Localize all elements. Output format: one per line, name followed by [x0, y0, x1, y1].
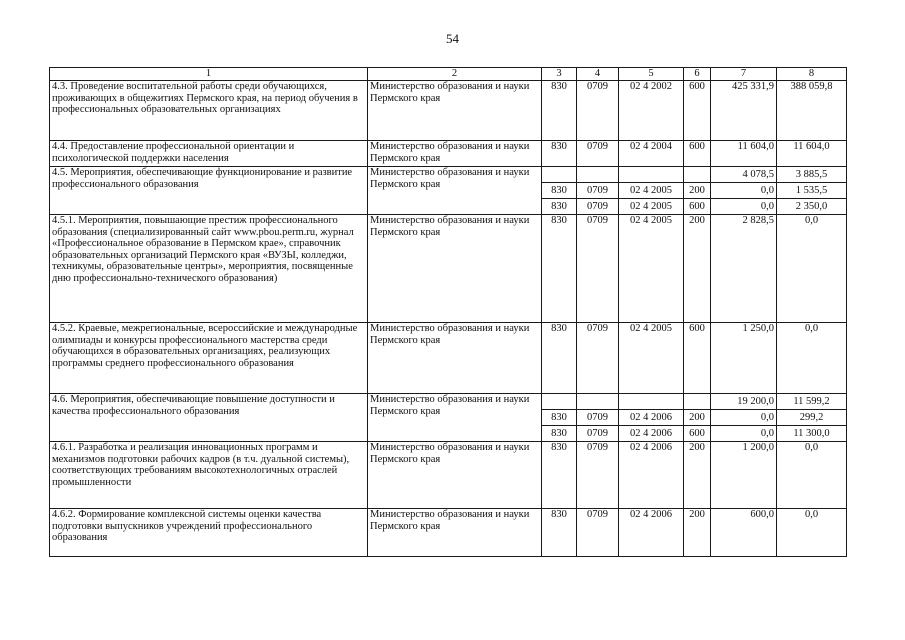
target-article-code: 02 4 2005: [619, 199, 684, 215]
expense-type-code: 200: [684, 215, 711, 323]
section-code: 0709: [577, 323, 619, 394]
section-code: [577, 167, 619, 183]
amount-col8: 0,0: [777, 323, 847, 394]
ministry-code: [542, 394, 577, 410]
responsible-ministry: Министерство образования и науки Пермского края: [368, 215, 542, 323]
ministry-code: 830: [542, 509, 577, 557]
target-article-code: 02 4 2005: [619, 323, 684, 394]
budget-table: [49, 67, 847, 557]
ministry-code: 830: [542, 426, 577, 442]
activity-name: 4.6.2. Формирование комплексной системы оценки качества подготовки выпускников учреждений профессионального образования: [50, 509, 368, 557]
ministry-code: 830: [542, 199, 577, 215]
amount-col7: 425 331,9: [711, 81, 777, 141]
column-number: 5: [619, 68, 684, 81]
section-code: 0709: [577, 509, 619, 557]
section-code: 0709: [577, 442, 619, 509]
amount-col7: 0,0: [711, 199, 777, 215]
section-code: 0709: [577, 426, 619, 442]
amount-col7: 11 604,0: [711, 141, 777, 167]
activity-name: 4.5.2. Краевые, межрегиональные, всероссийские и международные олимпиады и конкурсы профессионального мастерства среди обучающихся в образовательных организациях, реализующих программы среднего профессионального образования: [50, 323, 368, 394]
activity-name: 4.4. Предоставление профессиональной ориентации и психологической поддержки населения: [50, 141, 368, 167]
table-row: [50, 509, 847, 557]
expense-type-code: 600: [684, 323, 711, 394]
amount-col7: 0,0: [711, 410, 777, 426]
table-row: [50, 167, 847, 183]
target-article-code: 02 4 2005: [619, 215, 684, 323]
ministry-code: 830: [542, 323, 577, 394]
ministry-code: 830: [542, 141, 577, 167]
expense-type-code: 600: [684, 199, 711, 215]
amount-col7: 2 828,5: [711, 215, 777, 323]
amount-col7: 0,0: [711, 426, 777, 442]
amount-col8: 2 350,0: [777, 199, 847, 215]
amount-col7: 19 200,0: [711, 394, 777, 410]
expense-type-code: 200: [684, 183, 711, 199]
amount-col8: 11 604,0: [777, 141, 847, 167]
responsible-ministry: Министерство образования и науки Пермского края: [368, 442, 542, 509]
column-number: 7: [711, 68, 777, 81]
column-number: 4: [577, 68, 619, 81]
section-code: 0709: [577, 410, 619, 426]
amount-col8: 0,0: [777, 509, 847, 557]
page-number: 54: [446, 31, 459, 46]
section-code: 0709: [577, 215, 619, 323]
section-code: 0709: [577, 183, 619, 199]
table-row: [50, 323, 847, 394]
target-article-code: 02 4 2006: [619, 410, 684, 426]
column-number: 8: [777, 68, 847, 81]
responsible-ministry: Министерство образования и науки Пермского края: [368, 394, 542, 442]
expense-type-code: 200: [684, 410, 711, 426]
expense-type-code: [684, 167, 711, 183]
activity-name: 4.6. Мероприятия, обеспечивающие повышение доступности и качества профессионального образования: [50, 394, 368, 442]
ministry-code: 830: [542, 215, 577, 323]
expense-type-code: [684, 394, 711, 410]
target-article-code: 02 4 2005: [619, 183, 684, 199]
activity-name: 4.3. Проведение воспитательной работы среди обучающихся, проживающих в общежитиях Пермского края, на период обучения в профессиональных образовательных организациях: [50, 81, 368, 141]
activity-name: 4.5. Мероприятия, обеспечивающие функционирование и развитие профессионального образования: [50, 167, 368, 215]
target-article-code: 02 4 2006: [619, 426, 684, 442]
column-number: 2: [368, 68, 542, 81]
table-row: [50, 141, 847, 167]
column-number-row: [50, 68, 847, 81]
responsible-ministry: Министерство образования и науки Пермского края: [368, 509, 542, 557]
amount-col8: 11 599,2: [777, 394, 847, 410]
responsible-ministry: Министерство образования и науки Пермского края: [368, 167, 542, 215]
table-row: [50, 81, 847, 141]
column-number: 3: [542, 68, 577, 81]
responsible-ministry: Министерство образования и науки Пермского края: [368, 141, 542, 167]
amount-col8: 11 300,0: [777, 426, 847, 442]
amount-col8: 0,0: [777, 215, 847, 323]
ministry-code: 830: [542, 81, 577, 141]
amount-col8: 3 885,5: [777, 167, 847, 183]
amount-col8: 1 535,5: [777, 183, 847, 199]
amount-col8: 388 059,8: [777, 81, 847, 141]
table-row: [50, 394, 847, 410]
amount-col7: 1 200,0: [711, 442, 777, 509]
amount-col7: 600,0: [711, 509, 777, 557]
activity-name: 4.6.1. Разработка и реализация инновационных программ и механизмов подготовки рабочих кадров (в т.ч. дуальной системы), соответствующих требованиям высокотехнологичных отраслей промышленности: [50, 442, 368, 509]
target-article-code: [619, 394, 684, 410]
expense-type-code: 200: [684, 509, 711, 557]
column-number: 6: [684, 68, 711, 81]
section-code: 0709: [577, 81, 619, 141]
expense-type-code: 600: [684, 141, 711, 167]
table-row: [50, 442, 847, 509]
amount-col7: 0,0: [711, 183, 777, 199]
table-row: [50, 215, 847, 323]
section-code: 0709: [577, 199, 619, 215]
expense-type-code: 600: [684, 81, 711, 141]
section-code: [577, 394, 619, 410]
target-article-code: 02 4 2002: [619, 81, 684, 141]
amount-col7: 4 078,5: [711, 167, 777, 183]
expense-type-code: 200: [684, 442, 711, 509]
ministry-code: 830: [542, 410, 577, 426]
amount-col7: 1 250,0: [711, 323, 777, 394]
ministry-code: 830: [542, 183, 577, 199]
responsible-ministry: Министерство образования и науки Пермского края: [368, 81, 542, 141]
section-code: 0709: [577, 141, 619, 167]
ministry-code: 830: [542, 442, 577, 509]
target-article-code: [619, 167, 684, 183]
responsible-ministry: Министерство образования и науки Пермского края: [368, 323, 542, 394]
activity-name: 4.5.1. Мероприятия, повышающие престиж профессионального образования (специализированный сайт www.pbou.perm.ru, журнал «Профессиональное образование в Пермском крае», справочник образовательных организаций Пермского края «ВУЗЫ, колледжи, техникумы, образовательные центры», мероприятия, посвященные дню профессионально-технического образования): [50, 215, 368, 323]
target-article-code: 02 4 2006: [619, 509, 684, 557]
target-article-code: 02 4 2004: [619, 141, 684, 167]
target-article-code: 02 4 2006: [619, 442, 684, 509]
amount-col8: 299,2: [777, 410, 847, 426]
ministry-code: [542, 167, 577, 183]
expense-type-code: 600: [684, 426, 711, 442]
amount-col8: 0,0: [777, 442, 847, 509]
column-number: 1: [50, 68, 368, 81]
